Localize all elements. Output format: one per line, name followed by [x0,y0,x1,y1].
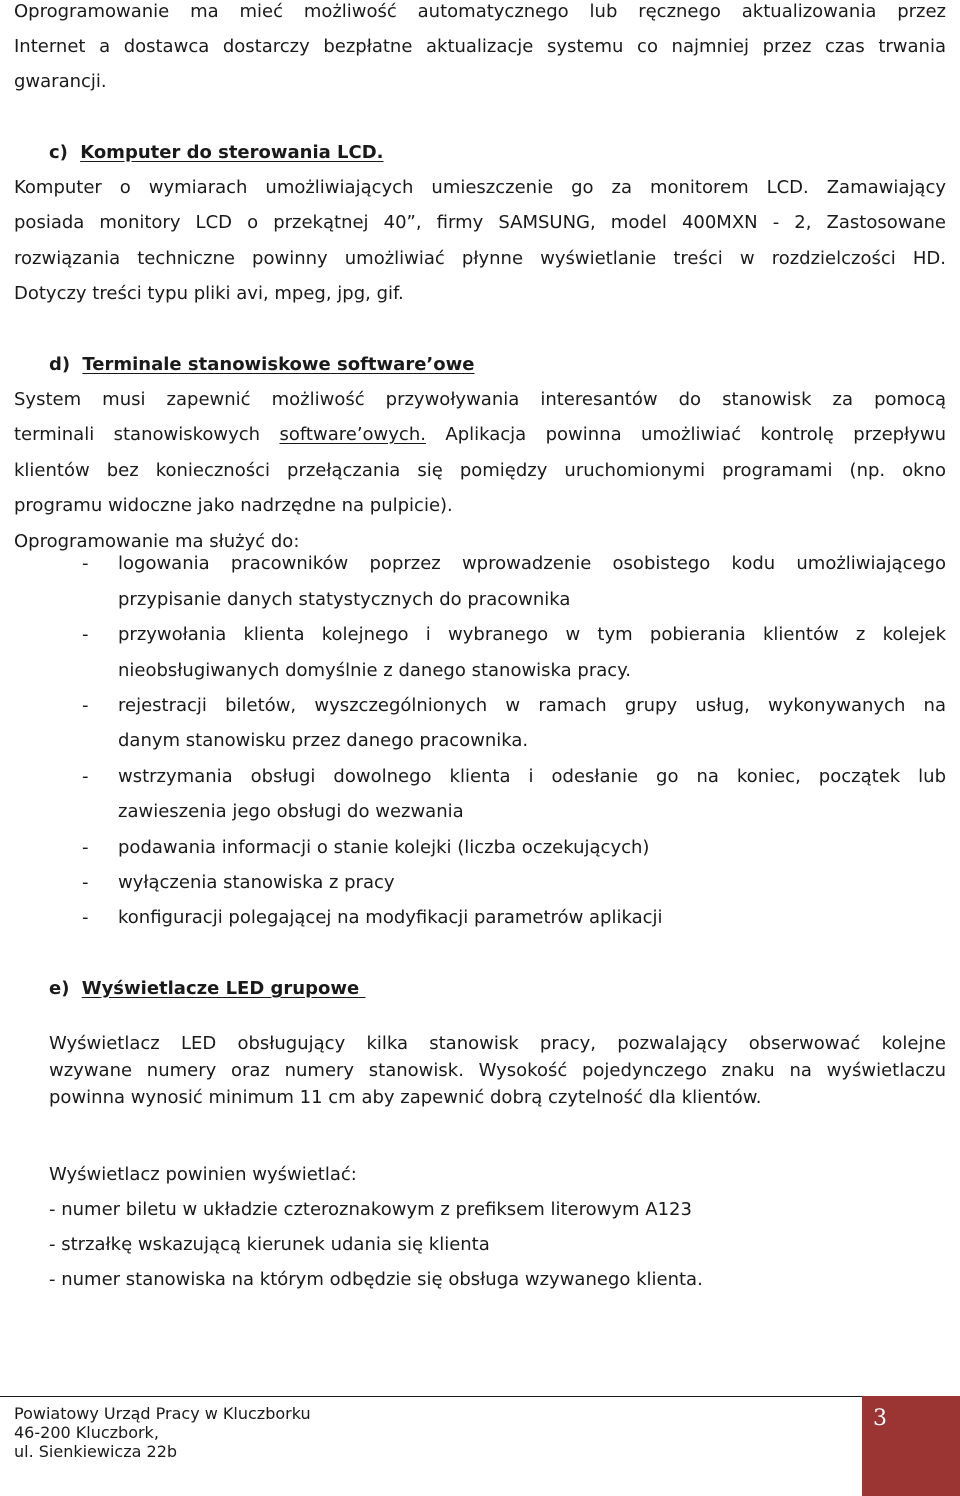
section-d-prefix: d) [49,354,71,375]
list-dash: - [82,837,89,858]
section-d-title: Terminale stanowiskowe software’owe [82,354,475,375]
software-link-text: software’owych. [279,424,426,445]
section-c-line-1: Komputer o wymiarach umożliwiających umieszczenie go za monitorem LCD. Zamawiający [14,177,946,198]
led-list-item-3: - numer stanowiska na którym odbędzie się obsługa wzywanego klienta. [49,1269,703,1290]
section-c-line-4: Dotyczy treści typu pliki avi, mpeg, jpg, gif. [14,283,404,304]
section-d-line-4: programu widoczne jako nadrzędne na pulpicie). [14,495,453,516]
section-c-heading [49,141,384,165]
section-e-list-intro: Wyświetlacz powinien wyświetlać: [49,1164,357,1185]
intro-line-1: Oprogramowanie ma mieć możliwość automatycznego lub ręcznego aktualizowania przez [14,1,946,22]
section-e-para-line-2: wzywane numery oraz numery stanowisk. Wysokość pojedynczego znaku na wyświetlaczu [49,1060,946,1081]
section-e-prefix: e) [49,978,70,999]
list-item-7: konfiguracji polegającej na modyfikacji parametrów aplikacji [118,907,663,928]
list-dash: - [82,907,89,928]
list-item-2-line-2: nieobsługiwanych domyślnie z danego stanowiska pracy. [118,660,631,681]
list-item-4-line-1: wstrzymania obsługi dowolnego klienta i odesłanie go na koniec, początek lub [118,766,946,787]
section-d-line-3: klientów bez konieczności przełączania się pomiędzy uruchomionymi programami (np. okno [14,460,946,481]
section-d-line-2 [14,417,946,453]
footer-postal: 46-200 Kluczbork, [14,1423,159,1442]
section-e-para-line-1: Wyświetlacz LED obsługujący kilka stanowisk pracy, pozwalający obserwować kolejne [49,1033,946,1054]
section-e-para-line-3: powinna wynosić minimum 11 cm aby zapewnić dobrą czytelność dla klientów. [49,1087,762,1108]
footer-org-name: Powiatowy Urząd Pracy w Kluczborku [14,1404,311,1423]
led-list-item-2: - strzałkę wskazującą kierunek udania się klienta [49,1234,490,1255]
section-c-title: Komputer do sterowania LCD. [80,142,384,163]
footer-divider [0,1396,866,1397]
section-e-title: Wyświetlacze LED grupowe [81,978,366,999]
section-d-heading [49,353,474,377]
list-dash: - [82,624,89,645]
section-d-line-2-pre: terminali stanowiskowych [14,424,280,445]
list-item-4-line-2: zawieszenia jego obsługi do wezwania [118,801,464,822]
list-dash: - [82,553,89,574]
page-number: 3 [873,1406,887,1431]
section-c-prefix: c) [49,142,68,163]
led-list-item-1: - numer biletu w układzie czteroznakowym z prefiksem literowym A123 [49,1199,692,1220]
list-item-2-line-1: przywołania klienta kolejnego i wybranego w tym pobierania klientów z kolejek [118,624,946,645]
list-item-6: wyłączenia stanowiska z pracy [118,872,395,893]
section-c-line-3: rozwiązania techniczne powinny umożliwiać płynne wyświetlanie treści w rozdzielczości HD. [14,248,946,269]
section-c-line-2: posiada monitory LCD o przekątnej 40”, firmy SAMSUNG, model 400MXN - 2, Zastosowane [14,212,946,233]
section-d-line-2-post: Aplikacja powinna umożliwiać kontrolę przepływu [425,424,946,445]
list-dash: - [82,766,89,787]
list-dash: - [82,695,89,716]
list-item-5: podawania informacji o stanie kolejki (liczba oczekujących) [118,837,650,858]
section-d-list-intro: Oprogramowanie ma służyć do: [14,531,300,552]
section-e-heading [49,977,365,1001]
intro-line-3: gwarancji. [14,71,107,92]
list-item-3-line-1: rejestracji biletów, wyszczególnionych w ramach grupy usług, wykonywanych na [118,695,946,716]
page-number-box [862,1396,960,1496]
list-item-1-line-2: przypisanie danych statystycznych do pracownika [118,589,571,610]
list-item-1-line-1: logowania pracowników poprzez wprowadzenie osobistego kodu umożliwiającego [118,553,946,574]
list-item-3-line-2: danym stanowisku przez danego pracownika. [118,730,529,751]
list-dash: - [82,872,89,893]
footer-street: ul. Sienkiewicza 22b [14,1442,178,1461]
intro-line-2: Internet a dostawca dostarczy bezpłatne aktualizacje systemu co najmniej przez czas trwania [14,36,946,57]
section-d-line-1: System musi zapewnić możliwość przywoływania interesantów do stanowisk za pomocą [14,389,946,410]
